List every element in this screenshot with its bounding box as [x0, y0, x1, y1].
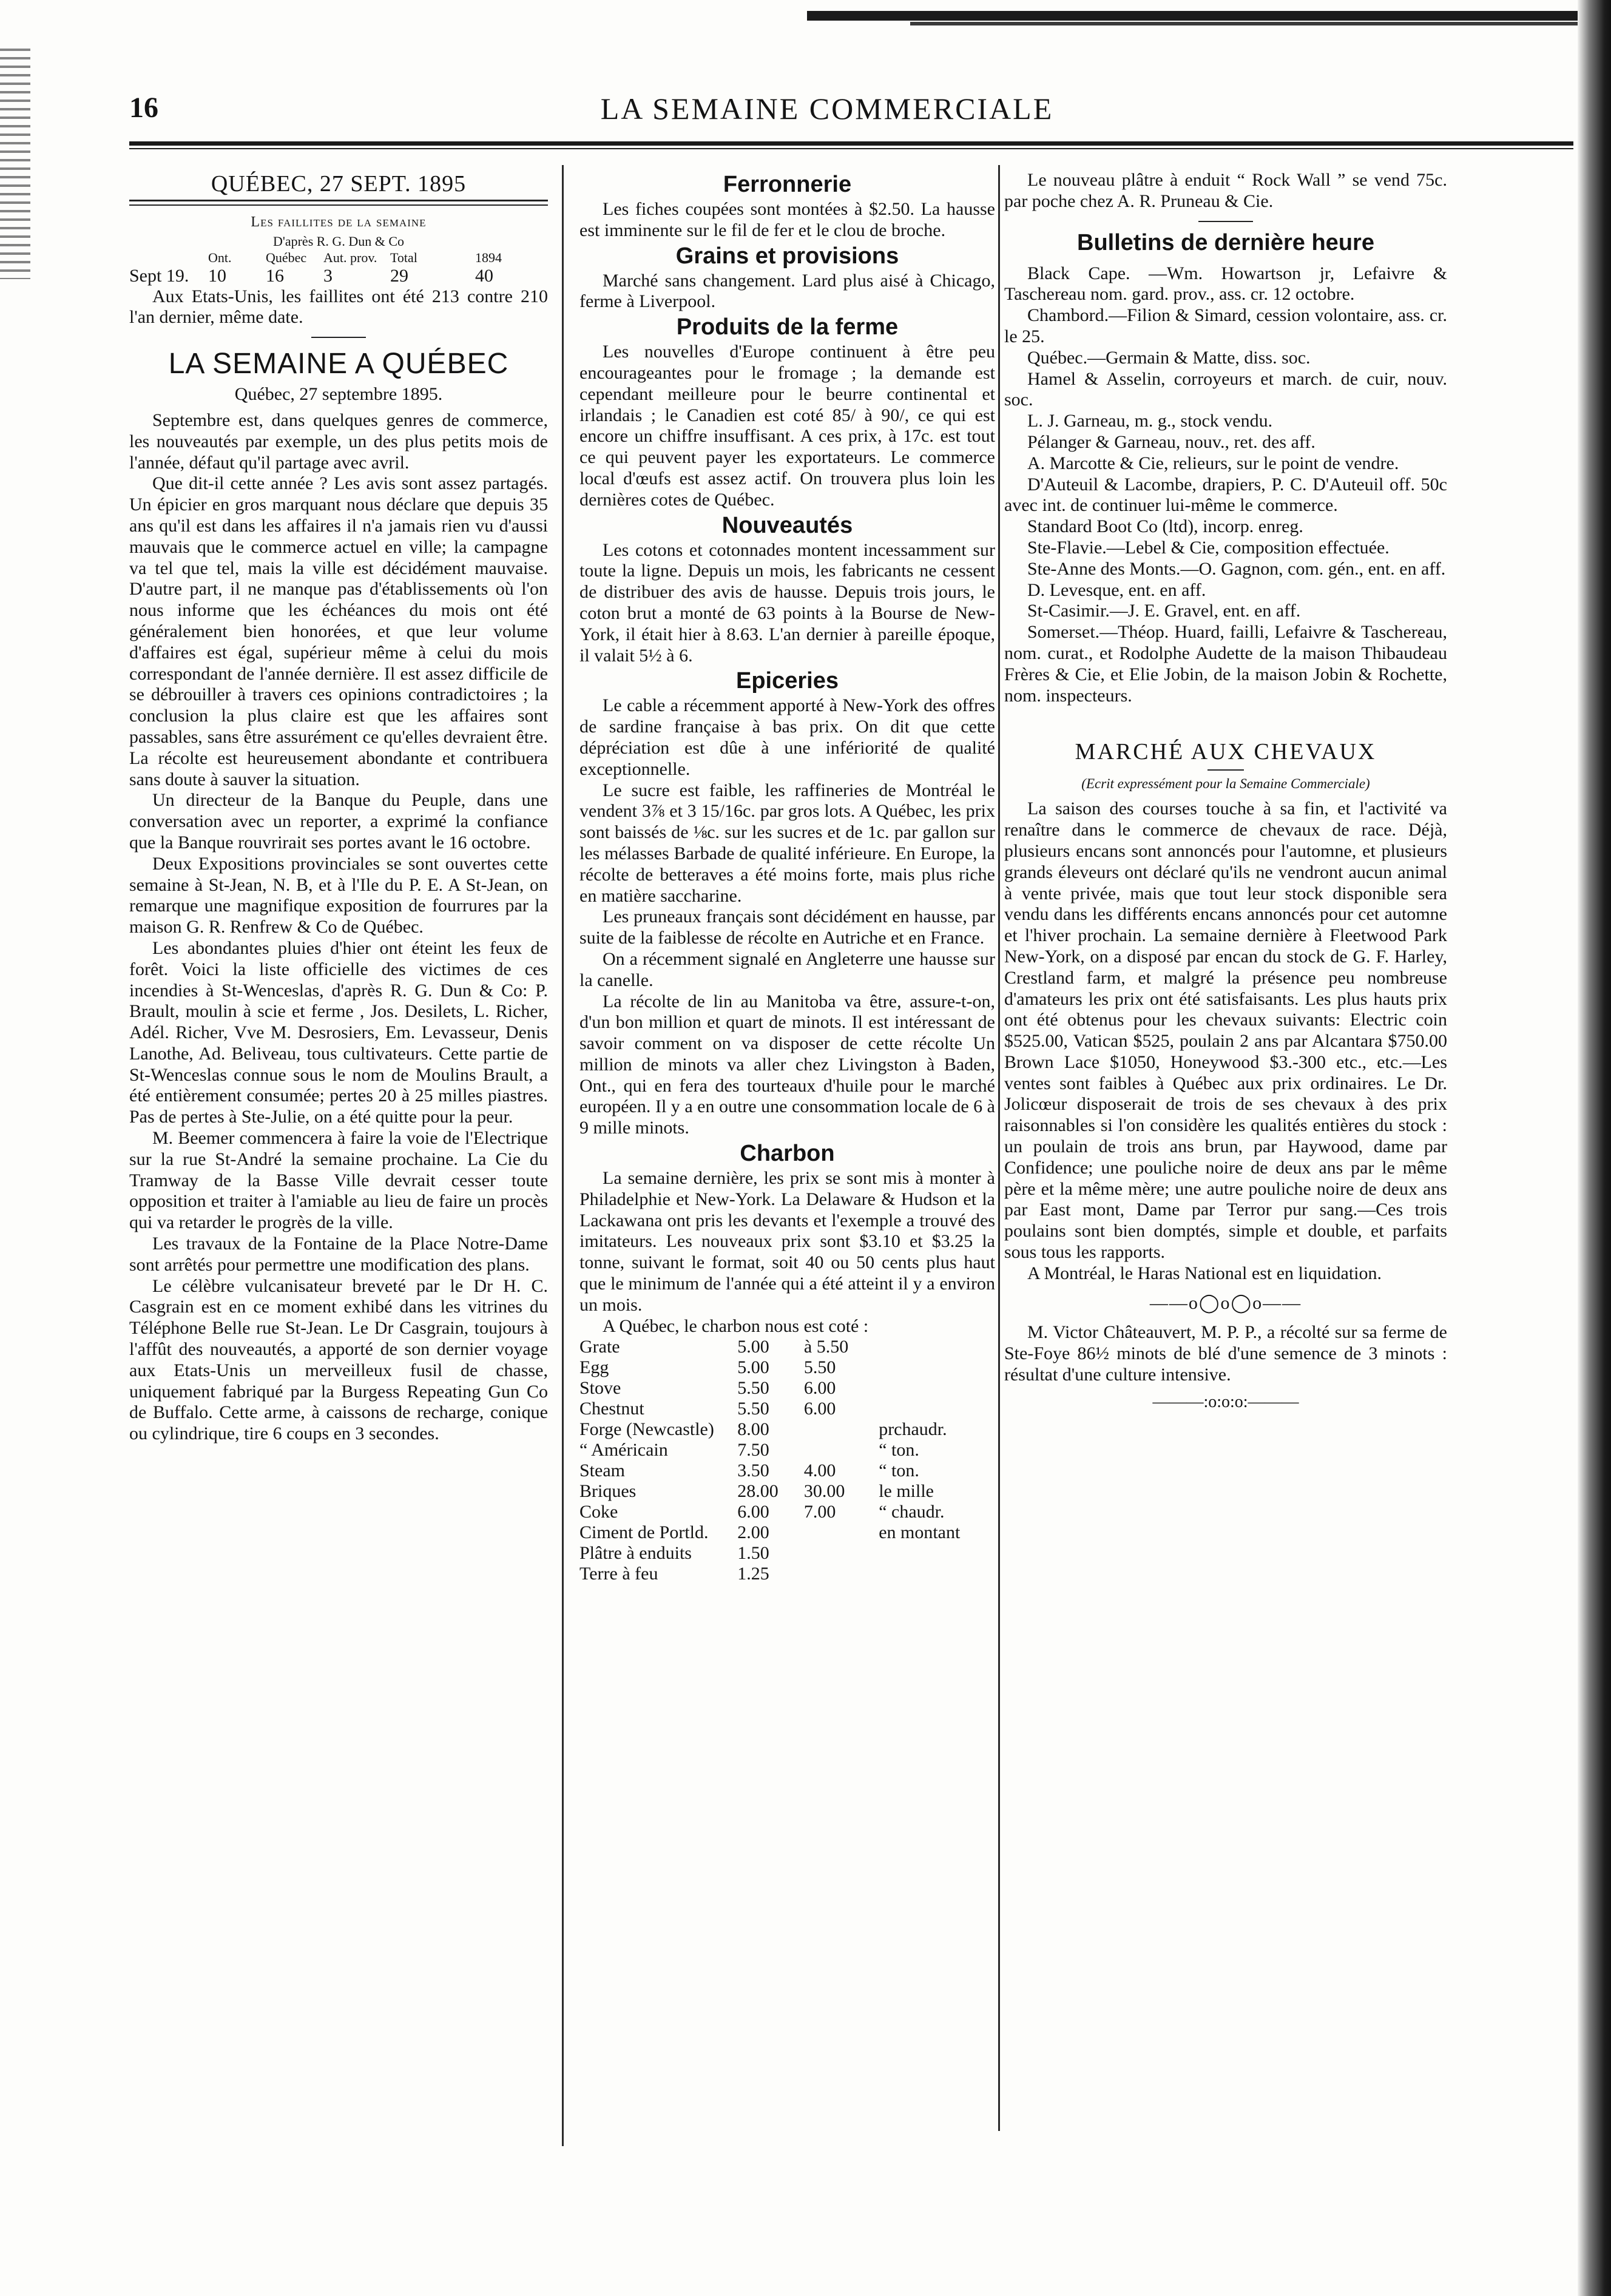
faillites-col-head: Aut. prov.	[323, 249, 377, 265]
dateline-rule	[129, 200, 548, 206]
charbon-cell: Stove	[579, 1378, 621, 1399]
charbon-cell: Briques	[579, 1481, 637, 1502]
charbon-cell: 5.50	[803, 1357, 836, 1378]
charbon-cell: 4.00	[803, 1460, 836, 1481]
charbon-cell	[879, 1357, 995, 1378]
charbon-row	[579, 1564, 995, 1584]
charbon-cell: “ ton.	[879, 1460, 919, 1481]
chevaux-paragraph: La saison des courses touche à sa fin, et l'activité va renaître dans le commerce de chevaux de race. Déjà, plusieurs encans sont annoncés pour l'automne, et plusieurs grands éleveurs ont déclaré qu'ils ne vendront aucun animal à vente privée, mais que tout leur stock disponible sera vendu dans les différents encans annoncés pour cet automne et l'hiver prochain. La semaine dernière à Fleetwood Park New-York, on a disposé par encan du stock de G. F. Harley, Crestland farm, et malgré la présence peu nombreuse d'amateurs les prix ont été satisfaisants. Les plus hauts prix ont été obtenus pour les chevaux suivants: Electric coin $525.00, Vatican $525, poulain 2 ans par Alcantara $750.00 Brown Lace $1050, Honeywood $3.-300 etc., etc.—Les ventes sont faibles à Québec aux prix ordinaires. Le Dr. Jolicœur disposerait de trois de ses chevaux à des prix raisonnables si l'on considère les qualités entières du stock : un poulain de trois ans brun, par Haywood, dame par Confidence; une pouliche noire de deux ans par le même père et la même mère; une autre pouliche noire de deux ans par East mont, Dame par Terror pur sang.—Ces trois poulains sont bien domptés, simple et double, et parfaits sous tous les rapports.	[1004, 799, 1447, 1263]
faillites-title: Les faillites de la semaine	[251, 214, 427, 230]
charbon-heading: Charbon	[740, 1141, 835, 1167]
charbon-cell: prchaudr.	[879, 1419, 947, 1440]
scan-border-top	[807, 11, 1596, 21]
charbon-cell: Ciment de Portld.	[579, 1522, 709, 1543]
header-rule-thin	[129, 148, 1573, 149]
charbon-cell: 5.00	[737, 1337, 769, 1357]
charbon-cell	[804, 1564, 879, 1584]
epiceries-paragraph: On a récemment signalé en Angleterre une hausse sur la canelle.	[579, 948, 995, 990]
bulletin-item: Québec.—Germain & Matte, diss. soc.	[1027, 347, 1311, 368]
article-paragraph: Septembre est, dans quelques genres de commerce, les nouveautés par exemple, un des plus petits mois de l'année, défaut qu'il partage avec avril.	[129, 410, 548, 473]
faillites-cell: Sept 19.	[129, 265, 189, 286]
article-paragraph: Le célèbre vulcanisateur breveté par le Dr H. C. Casgrain est en ce moment exhibé dans les vitrines du Téléphone Belle rue St-Jean. Le Dr Casgrain, toujours à l'affût des nouveautés, a apporté de son dernier voyage aux Etats-Unis un merveilleux fusil de chasse, uniquement fabriqué par la Burgess Repeating Gun Co de Buffalo. Cette arme, à caissons de recharge, conique ou cylindrique, tire 6 coups en 3 secondes.	[129, 1275, 548, 1444]
article-paragraph: M. Beemer commencera à faire la voie de l'Electrique sur la rue St-André la semaine prochaine. La Cie du Tramway de la Basse Ville devrait cesser toute opposition et traiter à l'amiable au lieu de faire un procès qui va retarder le progrès de la ville.	[129, 1128, 548, 1233]
faillites-data-row	[129, 266, 548, 286]
charbon-cell: Plâtre à enduits	[579, 1543, 692, 1564]
charbon-cell: “ chaudr.	[879, 1502, 945, 1522]
bulletin-item: L. J. Garneau, m. g., stock vendu.	[1027, 411, 1273, 431]
charbon-cell: Steam	[579, 1460, 625, 1481]
article-paragraph: Deux Expositions provinciales se sont ouvertes cette semaine à St-Jean, N. B, et à l'Ile du P. E. A St-Jean, on remarque une magnifique exposition de fourrures par la maison G. R. Renfrew & Co de Québec.	[129, 853, 548, 937]
bulletin-item: D'Auteuil & Lacombe, drapiers, P. C. D'Auteuil off. 50c avec int. de continuer lui-même le commerce.	[1004, 474, 1447, 516]
separator-rule	[311, 337, 366, 338]
nouveautes-heading: Nouveautés	[721, 512, 853, 538]
charbon-cell: 6.00	[803, 1399, 836, 1419]
charbon-cell: “ ton.	[879, 1440, 919, 1460]
charbon-price-table	[579, 1337, 995, 1584]
ferronnerie-heading: Ferronnerie	[723, 172, 852, 197]
column-divider-1	[562, 165, 564, 2146]
header-rule	[129, 141, 1573, 146]
column-3	[1004, 170, 1447, 1419]
epiceries-paragraph: Le cable a récemment apporté à New-York des offres de sardine française à bas prix. On dit que cette dépréciation est dûe à une infériorité de qualité exceptionnelle.	[579, 695, 995, 779]
chevaux-paragraph: A Montréal, le Haras National est en liquidation.	[1027, 1263, 1382, 1283]
charbon-cell	[804, 1440, 879, 1460]
faillites-col-head: Québec	[266, 249, 307, 265]
charbon-cell	[804, 1419, 879, 1440]
charbon-cell: 2.00	[737, 1522, 769, 1543]
charbon-cell: 6.00	[737, 1502, 769, 1522]
separator-rule	[1207, 769, 1244, 771]
charbon-cell	[879, 1378, 995, 1399]
semaine-date: Québec, 27 septembre 1895.	[234, 384, 443, 405]
bulletin-item: A. Marcotte & Cie, relieurs, sur le point de vendre.	[1027, 453, 1399, 473]
journal-title: LA SEMAINE COMMERCIALE	[600, 92, 1054, 126]
charbon-row	[579, 1460, 995, 1481]
charbon-cell: Terre à feu	[579, 1564, 658, 1584]
charbon-row	[579, 1481, 995, 1502]
bulletin-item: Ste-Flavie.—Lebel & Cie, composition effectuée.	[1027, 537, 1390, 558]
faillites-cell: 40	[475, 265, 493, 286]
bulletin-item: Ste-Anne des Monts.—O. Gagnon, com. gén., ent. en aff.	[1027, 558, 1446, 579]
charbon-row	[579, 1337, 995, 1357]
grains-text: Marché sans changement. Lard plus aisé à Chicago, ferme à Liverpool.	[579, 270, 995, 312]
charbon-cell	[804, 1522, 879, 1543]
charbon-cell: 1.25	[737, 1564, 769, 1584]
produits-text: Les nouvelles d'Europe continuent à être peu encourageantes pour le fromage ; la demande est cependant meilleure pour le beurre continental et irlandais ; le Canadien est coté 85/ à 90/, ce qui est encore un chiffre insuffisant. A ces prix, à 17c. est tout ce qui peuvent payer les exportateurs. Le commerce local d'œufs est assez actif. On trouvera plus loin les dernières cotes de Québec.	[579, 342, 995, 510]
charbon-cell: “ Américain	[579, 1440, 668, 1460]
charbon-cell: 6.00	[803, 1378, 836, 1399]
faillites-source: D'après R. G. Dun & Co	[272, 233, 404, 249]
column-divider-2	[998, 165, 1000, 2131]
charbon-cell: à 5.50	[803, 1337, 849, 1357]
charbon-cell	[879, 1543, 995, 1564]
chateauvert-text: M. Victor Châteauvert, M. P. P., a récolté sur sa ferme de Ste-Foye 86½ minots de blé d'une semence de 3 minots : résultat d'une culture intensive.	[1004, 1322, 1447, 1385]
article-paragraph: Les travaux de la Fontaine de la Place Notre-Dame sont arrêtés pour permettre une modification des plans.	[129, 1234, 548, 1275]
charbon-cell: Grate	[579, 1337, 620, 1357]
charbon-cell	[879, 1399, 995, 1419]
faillites-col-head: Total	[390, 249, 417, 265]
charbon-cell: 7.50	[737, 1440, 769, 1460]
charbon-cell: 8.00	[737, 1419, 769, 1440]
charbon-cell: Coke	[579, 1502, 618, 1522]
faillites-cell: 29	[390, 265, 408, 286]
scan-border-top-inner	[910, 22, 1578, 25]
bulletin-item: Hamel & Asselin, corroyeurs et march. de cuir, nouv. soc.	[1004, 368, 1447, 410]
charbon-cell: 7.00	[803, 1502, 836, 1522]
bulletin-item: St-Casimir.—J. E. Gravel, ent. en aff.	[1027, 601, 1301, 621]
page-number: 16	[129, 92, 158, 124]
faillites-cell: 16	[266, 265, 284, 286]
bulletins-heading: Bulletins de dernière heure	[1077, 229, 1374, 255]
charbon-cell: 3.50	[737, 1460, 769, 1481]
charbon-row	[579, 1419, 995, 1440]
epiceries-paragraph: Les pruneaux français sont décidément en hausse, par suite de la faiblesse de récolte en Autriche et en France.	[579, 907, 995, 948]
bulletin-item: Somerset.—Théop. Huard, failli, Lefaivre & Taschereau, nom. curat., et Rodolphe Audette de la maison Thibaudeau Frères & Cie, et Elie Jobin, de la maison Jobin & Rochette, nom. inspecteurs.	[1004, 622, 1447, 706]
epiceries-heading: Epiceries	[736, 668, 839, 694]
charbon-cell: Forge (Newcastle)	[579, 1419, 714, 1440]
charbon-text: La semaine dernière, les prix se sont mis à monter à Philadelphie et New-York. La Delaware & Hudson et la Lackawana ont pris les devants et l'exemple a trouvé des imitateurs. Les nouveaux prix sont $3.10 et $3.25 la tonne, suivant le format, soit 40 ou 50 cents plus haut que le minimum de l'année qui a été atteint il y a environ un mois.	[579, 1168, 995, 1315]
charbon-row	[579, 1378, 995, 1399]
produits-heading: Produits de la ferme	[676, 314, 899, 340]
faillites-col-head: Ont.	[208, 249, 232, 265]
charbon-row	[579, 1543, 995, 1564]
charbon-cell	[804, 1543, 879, 1564]
semaine-title: LA SEMAINE A QUÉBEC	[168, 348, 509, 380]
charbon-cell: 30.00	[803, 1481, 845, 1502]
bulletin-item: Chambord.—Filion & Simard, cession volontaire, ass. cr. le 25.	[1004, 305, 1447, 346]
page-header	[129, 91, 1573, 133]
platre-text: Le nouveau plâtre à enduit “ Rock Wall ” se vend 75c. par poche chez A. R. Pruneau & Cie.	[1004, 170, 1447, 211]
epiceries-paragraph: Le sucre est faible, les raffineries de Montréal le vendent 3⅞ et 3 15/16c. par gros lots. A Québec, les prix sont baissés de ⅛c. sur les sucres et de 1c. par gallon sur les mélasses Barbade de qualité inférieure. En Europe, la récolte de betteraves a été moins forte, mais plus riche en matière saccharine.	[579, 780, 995, 906]
chevaux-heading: MARCHÉ AUX CHEVAUX	[1075, 739, 1377, 765]
bulletin-item: D. Levesque, ent. en aff.	[1027, 579, 1206, 600]
charbon-row	[579, 1522, 995, 1543]
charbon-cell: 5.50	[737, 1399, 769, 1419]
bulletin-item: Black Cape. —Wm. Howartson jr, Lefaivre & Taschereau nom. gard. prov., ass. cr. 12 octobre.	[1004, 263, 1447, 305]
faillites-col-head	[129, 250, 208, 266]
article-paragraph: Que dit-il cette année ? Les avis sont assez partagés. Un épicier en gros marquant nous déclare que depuis 35 ans qu'il est dans les affaires il n'a jamais rien vu d'aussi mauvais que le commerce actuel en ville; la campagne va tel que tel, mais la ville est décidément mauvaise. D'autre part, il ne manque pas d'établissements où l'on nous informe que les échéances du mois ont été généralement bien honorées, et que leur volume d'affaires est égal, supérieur même à celui du mois correspondant de l'année dernière. Il est assez difficile de se débrouiller à travers ces opinions contradictoires ; la conclusion la plus claire est que les affaires sont passables, sans être assurément ce qu'elles devraient être. La récolte est heureusement abondante et contribuera sans doute à sauver la situation.	[129, 473, 548, 789]
chevaux-note: (Ecrit expressément pour la Semaine Commerciale)	[1081, 776, 1370, 792]
grains-heading: Grains et provisions	[675, 243, 899, 269]
separator-rule	[1198, 221, 1253, 222]
charbon-cell: Egg	[579, 1357, 609, 1378]
article-paragraph: Les abondantes pluies d'hier ont éteint les feux de forêt. Voici la liste officielle des victimes de ces incendies à St-Wenceslas, d'après R. G. Dun & Co: P. Brault, moulin à scie et ferme , Jos. Desilets, L. Richer, Adél. Richer, Vve M. Desrosiers, Em. Levasseur, Denis Lanothe, Ad. Beliveau, tous cultivateurs. Cette partie de St-Wenceslas connue sous le nom de Moulins Brault, a été entièrement consumée; pertes 20 à 25 milles piastres. Pas de pertes à Ste-Julie, on a été quitte pour la peur.	[129, 937, 548, 1127]
charbon-cell: en montant	[879, 1522, 961, 1543]
scan-border-right	[1578, 0, 1611, 2296]
faillites-cell: 10	[208, 265, 226, 286]
nouveautes-text: Les cotons et cotonnades montent incessamment sur toute la ligne. Depuis un mois, les fabricants ne cessent de distribuer des avis de hausse. Depuis trois jours, le coton brut a monté de 63 points à la Bourse de New-York, il était hier à 8.63. L'an dernier à pareille époque, il valait 5½ à 6.	[579, 539, 995, 666]
charbon-cell: 5.50	[737, 1378, 769, 1399]
scan-border-left	[0, 49, 30, 279]
column-1	[129, 170, 548, 1445]
charbon-cell	[879, 1337, 995, 1357]
article-paragraph: Un directeur de la Banque du Peuple, dans une conversation avec un reporter, a exprimé la confiance que la Banque rouvrirait ses portes avant le 16 octobre.	[129, 790, 548, 853]
column-2	[579, 170, 995, 1584]
charbon-row	[579, 1502, 995, 1522]
bulletin-item: Standard Boot Co (ltd), incorp. enreg.	[1027, 516, 1303, 537]
charbon-cell: 5.00	[737, 1357, 769, 1378]
faillites-cell: 3	[323, 265, 333, 286]
charbon-cell: 1.50	[737, 1543, 769, 1564]
ferronnerie-text: Les fiches coupées sont montées à $2.50. La hausse est imminente sur le fil de fer et le clou de broche.	[579, 199, 995, 240]
charbon-cell: 28.00	[737, 1481, 778, 1502]
charbon-intro: A Québec, le charbon nous est coté :	[603, 1315, 869, 1336]
faillites-col-head: 1894	[475, 249, 502, 265]
epiceries-paragraph: La récolte de lin au Manitoba va être, assure-t-on, d'un bon million et quart de minots. Il est intéressant de savoir comment on va disposer de cette récolte Un million de minots va aller chez Livingston à Baden, Ont., qui en fera des tourteaux d'huile pour le marché européen. Il y a en outre une consommation locale de 6 à 9 mille minots.	[579, 991, 995, 1138]
charbon-row	[579, 1440, 995, 1460]
charbon-row	[579, 1399, 995, 1419]
faillites-header-row	[129, 250, 548, 266]
charbon-cell	[879, 1564, 995, 1584]
faillites-note: Aux Etats-Unis, les faillites ont été 213 contre 210 l'an dernier, même date.	[129, 286, 548, 328]
dateline: QUÉBEC, 27 SEPT. 1895	[211, 171, 467, 197]
end-mark: ———:o:o:o:———	[1152, 1392, 1299, 1411]
charbon-cell: Chestnut	[579, 1399, 644, 1419]
charbon-row	[579, 1357, 995, 1378]
bulletin-item: Pélanger & Garneau, nouv., ret. des aff.	[1027, 431, 1315, 452]
ornament-divider: ——o◯o◯o——	[1149, 1292, 1302, 1313]
charbon-cell: le mille	[879, 1481, 934, 1502]
